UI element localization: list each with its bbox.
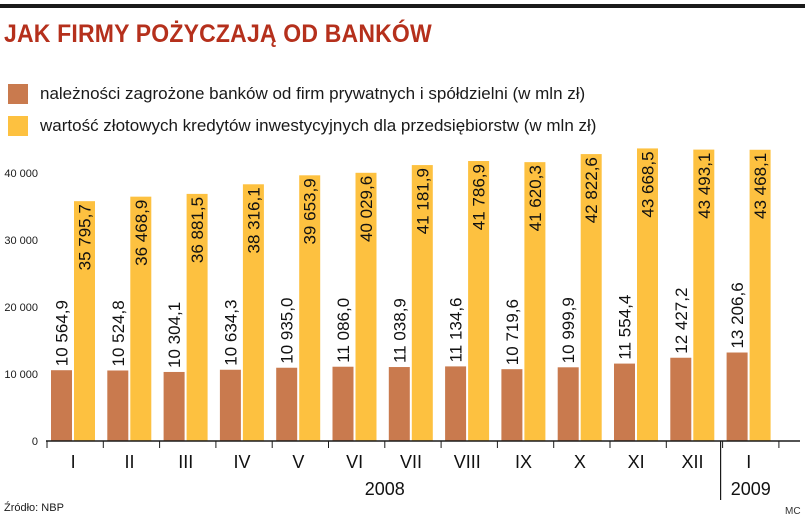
bar-series-1 (333, 367, 354, 441)
x-category-label: I (746, 452, 752, 472)
data-label-series-2: 35 795,7 (75, 204, 95, 271)
x-category-label: I (70, 452, 76, 472)
data-label-series-1: 12 427,2 (671, 287, 691, 354)
x-category-label: VIII (453, 452, 481, 472)
data-label-series-1: 11 038,9 (390, 298, 410, 364)
data-label-series-1: 13 206,6 (728, 282, 748, 349)
data-label-series-2: 40 029,6 (357, 175, 376, 242)
data-label-series-1: 10 564,9 (52, 300, 72, 367)
y-tick-label: 0 (31, 436, 38, 448)
x-category-label: VII (399, 452, 422, 472)
data-label-series-2: 38 316,1 (244, 187, 264, 254)
data-label-series-2: 42 822,6 (582, 157, 602, 224)
bar-series-1 (558, 367, 579, 441)
bar-series-1 (107, 370, 128, 441)
data-label-series-1: 10 935,0 (277, 297, 297, 364)
bar-series-1 (276, 368, 297, 441)
bar-series-1 (51, 370, 72, 441)
data-label-series-2: 36 468,9 (131, 199, 151, 266)
source-note: Źródło: NBP (4, 502, 64, 514)
x-category-label: IX (515, 452, 533, 472)
y-tick-label: 10 000 (4, 369, 38, 381)
x-category-label: XII (681, 452, 704, 472)
data-label-series-2: 41 620,3 (525, 165, 545, 232)
data-label-series-1: 11 086,0 (334, 297, 353, 363)
bar-series-1 (501, 369, 522, 441)
year-label: 2008 (364, 479, 405, 499)
bar-series-1 (164, 372, 185, 441)
x-category-label: VI (346, 452, 364, 472)
data-label-series-1: 11 554,4 (615, 294, 635, 360)
bar-series-1 (220, 370, 241, 441)
data-label-series-2: 41 786,9 (469, 164, 489, 231)
x-category-label: III (178, 452, 194, 472)
data-label-series-1: 10 524,8 (108, 300, 128, 367)
data-label-series-2: 41 181,9 (413, 168, 433, 235)
data-label-series-2: 43 493,1 (694, 152, 714, 219)
bar-series-1 (389, 367, 410, 441)
data-label-series-1: 11 134,6 (446, 297, 466, 363)
data-label-series-1: 10 999,9 (559, 297, 579, 364)
legend-label-bad-debts: należności zagrożone banków od firm prywatnych i spółdzielni (w mln zł) (40, 84, 586, 103)
x-category-label: II (124, 452, 135, 472)
data-label-series-1: 10 304,1 (165, 301, 185, 368)
data-label-series-2: 39 653,9 (300, 178, 320, 245)
x-category-label: IV (233, 452, 251, 472)
bar-series-1 (445, 366, 466, 441)
bar-series-1 (614, 364, 635, 441)
bar-series-1 (670, 358, 691, 441)
legend-label-investment-loans: wartość złotowych kredytów inwestycyjnych dla przedsiębiorstw (w mln zł) (40, 116, 597, 135)
data-label-series-1: 10 719,6 (502, 298, 522, 366)
data-label-series-2: 36 881,5 (188, 196, 208, 264)
bar-series-1 (727, 353, 748, 441)
author-credit: MC (785, 506, 801, 517)
x-category-label: X (573, 452, 586, 472)
chart-title: JAK FIRMY POŻYCZAJĄ OD BANKÓW (4, 20, 432, 48)
y-tick-label: 40 000 (4, 168, 38, 180)
data-label-series-2: 43 468,1 (751, 152, 771, 219)
y-tick-label: 30 000 (4, 235, 38, 247)
x-category-label: XI (627, 452, 645, 472)
x-category-label: V (292, 452, 305, 472)
year-label: 2009 (730, 479, 771, 499)
y-tick-label: 20 000 (4, 302, 38, 314)
data-label-series-2: 43 668,5 (638, 151, 658, 218)
data-label-series-1: 10 634,3 (221, 299, 241, 366)
